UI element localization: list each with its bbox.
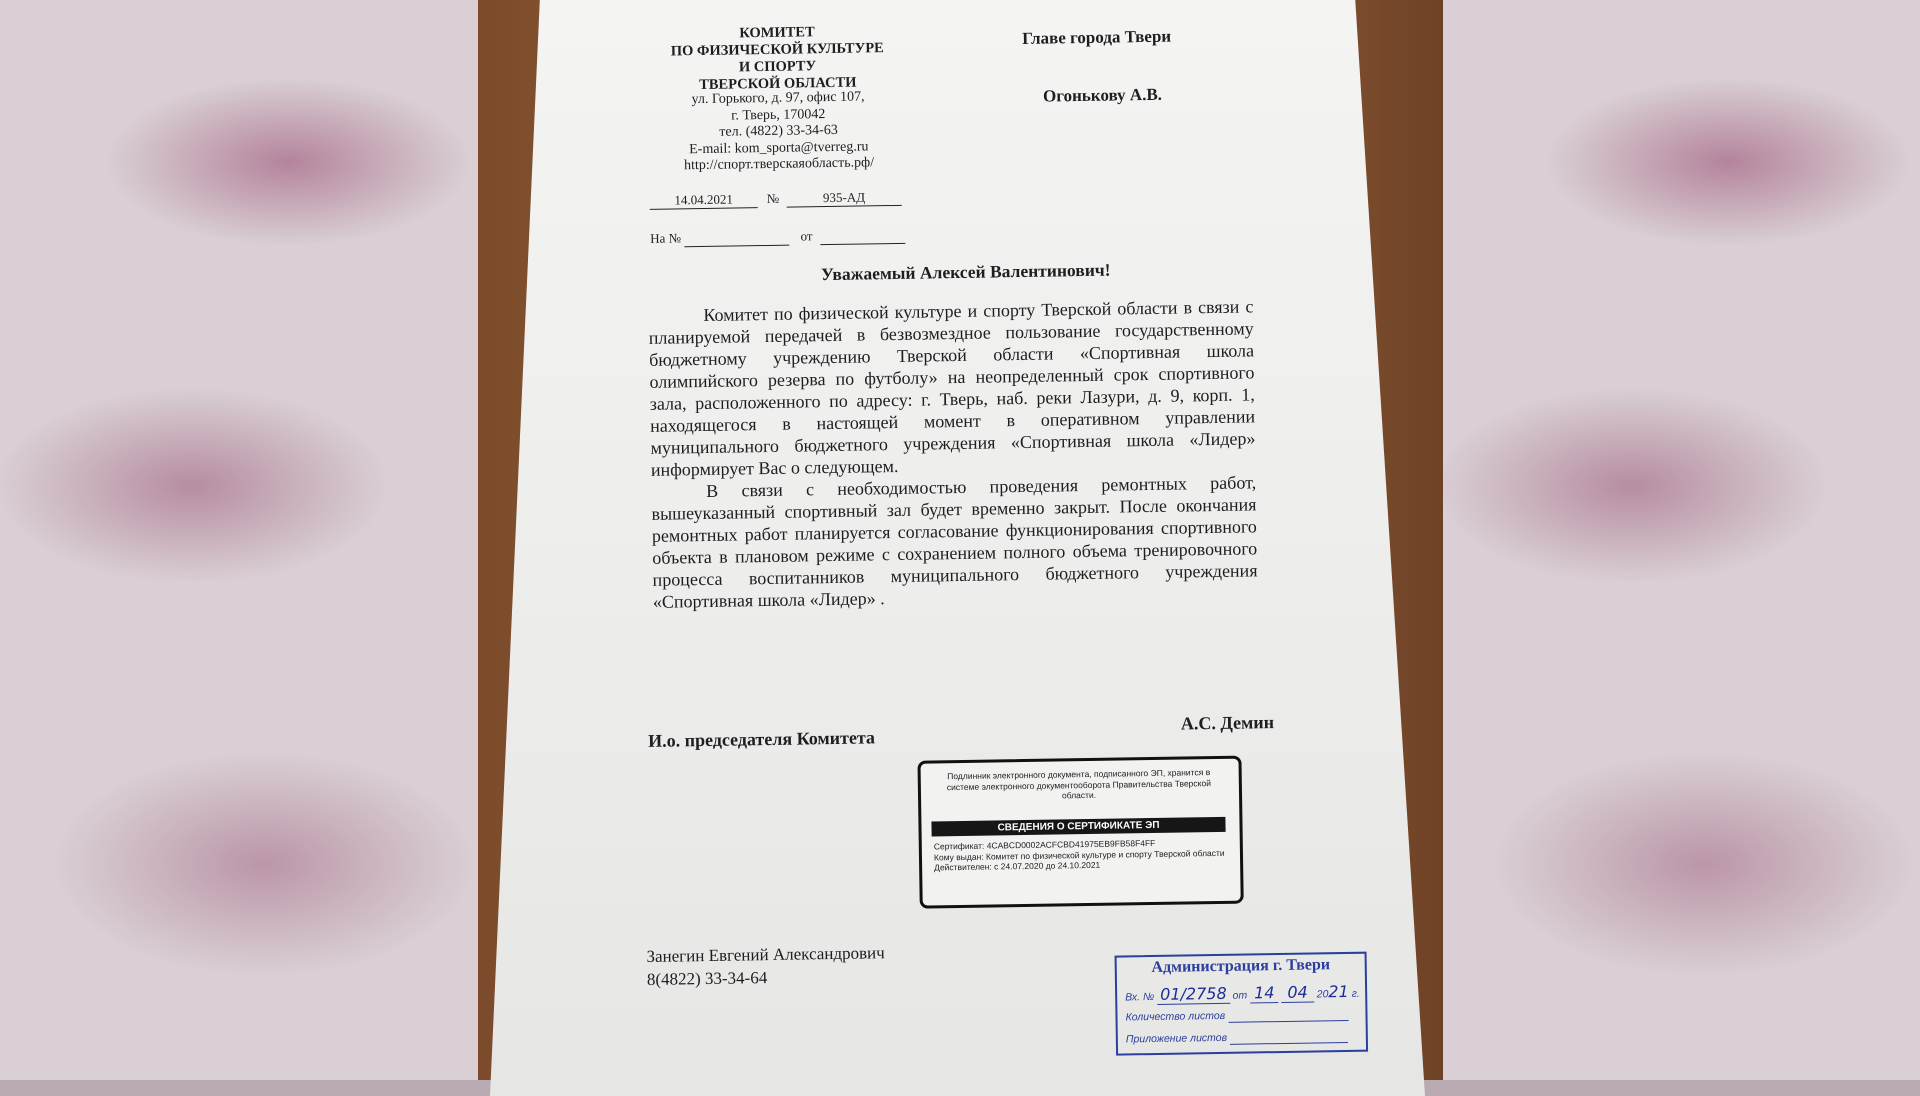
body-paragraph-2: В связи с необходимостью проведения ремонтных работ, вышеуказанный спортивный зал будет временно закрыт. После окончания ремонтных работ планируется согласование функционирования спортивного объекта в плановом режиме с сохранением полного объема тренировочного процесса воспитанников муниципального бюджетного учреждения «Спортивная школа «Лидер» .	[651, 472, 1258, 612]
registration-number-line	[650, 189, 902, 210]
org-line: И СПОРТУ	[738, 58, 817, 76]
stamp-attach-blank	[1230, 1030, 1348, 1045]
organization-address	[648, 89, 909, 176]
executor-phone: 8(4822) 33-34-64	[646, 968, 768, 989]
valid-label: Действителен:	[934, 861, 992, 873]
stamp-sheets-blank	[1228, 1008, 1348, 1023]
issued-value: Комитет по физической культуре и спорту Тверской области	[985, 847, 1225, 862]
org-line: КОМИТЕТ	[739, 24, 815, 42]
stamp-incoming-row	[1125, 982, 1360, 1005]
stamp-date-label: от	[1232, 989, 1248, 1002]
email-line: E-mail: kom_sporta@tverreg.ru	[689, 138, 869, 157]
address-line: ул. Горького, д. 97, офис 107,	[691, 89, 865, 108]
address-line: г. Тверь, 170042	[731, 106, 826, 124]
stamp-day: 14	[1250, 983, 1279, 1003]
stamp-title: Администрация г. Твери	[1151, 956, 1331, 977]
reference-label: На №	[650, 230, 682, 246]
reference-number-blank	[684, 229, 789, 248]
stamp-sheets-label: Количество листов	[1125, 1009, 1226, 1024]
outgoing-date: 14.04.2021	[650, 191, 758, 210]
electronic-signature-stamp	[917, 756, 1243, 909]
cert-value: 4CABCD0002ACFCBD41975EB9FB58F4FF	[986, 837, 1156, 851]
addressee-title: Главе города Твери	[1021, 26, 1172, 48]
from-label: от	[800, 228, 813, 244]
org-line: ТВЕРСКОЙ ОБЛАСТИ	[699, 74, 857, 94]
stamp-year-suffix: г.	[1351, 987, 1360, 1000]
salutation: Уважаемый Алексей Валентинович!	[820, 259, 1111, 285]
issued-label: Кому выдан:	[933, 851, 984, 862]
organization-header	[647, 23, 908, 95]
reference-date-blank	[820, 227, 905, 245]
ep-certificate-info	[934, 837, 1229, 873]
cert-label: Сертификат:	[933, 840, 985, 852]
address-line: тел. (4822) 33-34-63	[719, 122, 838, 140]
stamp-in-label: Вх. №	[1125, 991, 1155, 1004]
ep-certificate-header: СВЕДЕНИЯ О СЕРТИФИКАТЕ ЭП	[931, 817, 1225, 837]
stamp-month: 04	[1281, 983, 1314, 1004]
outgoing-number: 935-АД	[786, 189, 901, 208]
addressee-name: Огонькову А.В.	[1042, 84, 1163, 106]
signatory-name: А.С. Демин	[1180, 712, 1275, 734]
stamp-in-number: 01/2758	[1157, 984, 1230, 1005]
executor-name: Занегин Евгений Александрович	[646, 943, 885, 966]
valid-value: с 24.07.2020 до 24.10.2021	[994, 859, 1101, 872]
stamp-attachments-row	[1126, 1030, 1356, 1047]
stamp-attach-label: Приложение листов	[1125, 1031, 1228, 1046]
ep-note: Подлинник электронного документа, подписанного ЭП, хранится в системе электронного документооборота Правительства Тверской области.	[946, 767, 1211, 801]
incoming-registration-stamp	[1115, 952, 1369, 1056]
stamp-year-prefix: 20	[1316, 988, 1329, 1001]
letter-body	[648, 295, 1258, 612]
body-paragraph-1: Комитет по физической культуре и спорту Тверской области в связи с планируемой передачей в безвозмездное пользование государственному бюджетному учреждению Тверской области «Спортивная школа олимпийского резерва по футболу» на неопределенный срок спортивного зала, расположенного по адресу: г. Тверь, наб. реки Лазури, д. 9, корп. 1, находящегося в настоящей момент в оперативном управлении муниципального бюджетного учреждения «Спортивная школа «Лидер» информирует Вас о следующем.	[648, 296, 1256, 480]
org-line: ПО ФИЗИЧЕСКОЙ КУЛЬТУРЕ	[670, 40, 884, 60]
stamp-sheets-row	[1125, 1008, 1355, 1025]
website-line: http://спорт.тверскаяобласть.рф/	[683, 155, 875, 174]
stamp-year: 21	[1328, 981, 1349, 1002]
signatory-title: И.о. председателя Комитета	[647, 727, 876, 751]
number-label: №	[766, 190, 780, 206]
executor-info	[646, 941, 885, 991]
reference-line	[650, 227, 905, 248]
